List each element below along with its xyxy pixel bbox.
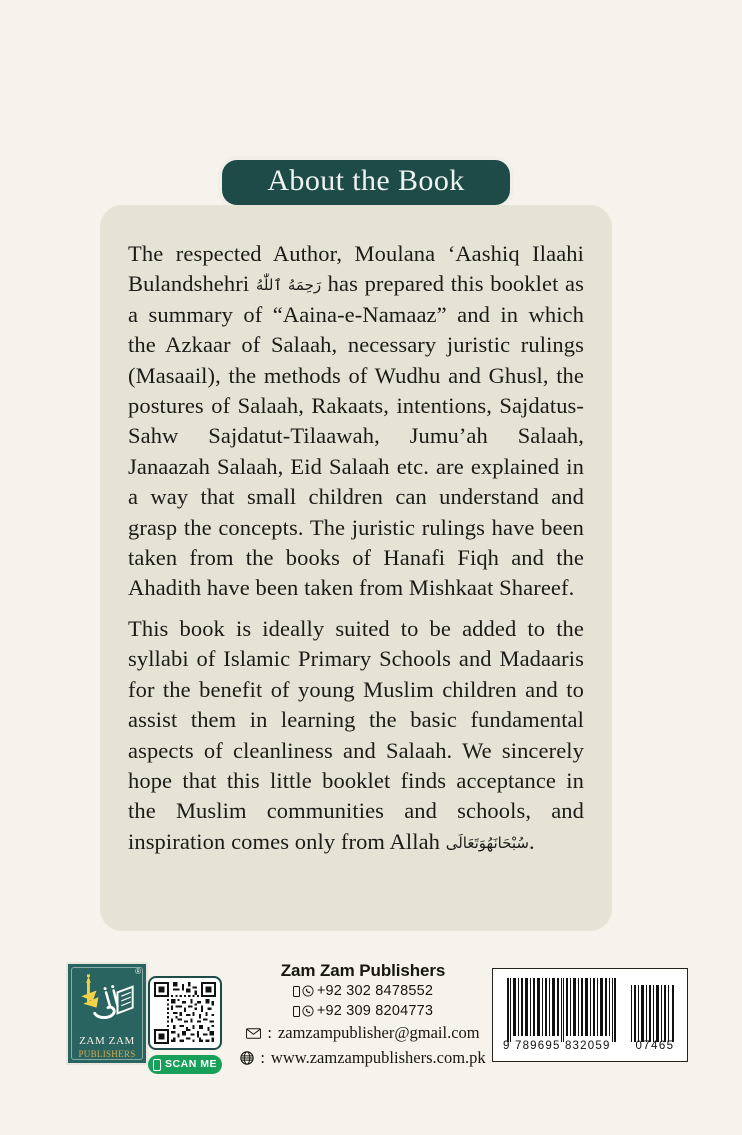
about-paragraph-2 [128,614,584,857]
isbn-barcode [492,968,688,1062]
mobile-phone-icon [153,1059,161,1071]
barcode-digits-addon: 07465 [635,1040,675,1052]
publisher-website[interactable]: www.zamzampublishers.com.pk [270,1048,486,1067]
publisher-name: Zam Zam Publishers [280,961,446,980]
honorific-rahimahullah: رَحِمَهُ ٱللّٰهُ [255,276,322,295]
email-icon [246,1028,261,1039]
publisher-phone-row-2 [232,1001,494,1021]
paragraph-2-segment-1: This book is ideally suited to be added to the syllabi of Islamic Primary Schools and Madaaris for the benefit of young Muslim children and to assist them in learning the basic fundamental aspects of cleanliness and Salaah. We sincerely hope that this little booklet finds acceptance in the Muslim communities and schools, and inspiration comes only from Allah [128,615,584,854]
globe-icon [240,1051,254,1065]
publisher-email[interactable]: zamzampublisher@gmail.com [277,1023,480,1043]
barcode-main-bars [507,978,619,1042]
publisher-contact-block [232,960,494,1071]
whatsapp-icon [302,1005,314,1017]
zam-zam-publishers-logo [66,962,148,1065]
scan-me-label: SCAN ME [165,1058,217,1071]
barcode-digits-main: 9 789695 832059 [503,1040,611,1052]
email-separator: : [267,1023,272,1043]
qr-code[interactable] [148,976,222,1050]
website-separator: : [260,1048,265,1067]
about-paragraph-1 [128,239,584,604]
logo-subtitle-text: PUBLISHERS [78,1049,136,1059]
paragraph-1-segment-1: The respected Author, Moulana ‘Aashiq Ilaahi Bulandshehri [128,241,584,297]
paragraph-2-segment-2: . [528,828,535,854]
about-the-book-panel [100,205,612,931]
scan-me-badge[interactable] [148,1055,222,1074]
publisher-phone-1: +92 302 8478552 [316,983,434,1000]
phone-icon [293,1006,300,1017]
publisher-phone-2: +92 309 8204773 [316,1003,434,1020]
phone-icon [293,986,300,997]
qr-code-block[interactable] [148,976,222,1074]
publisher-email-row [232,1021,494,1046]
registered-trademark-icon: ® [135,967,141,976]
footer [0,955,742,1095]
publisher-phone-row-1 [232,981,494,1001]
about-the-book-banner [218,156,514,209]
logo-name-text: ZAM ZAM [79,1035,135,1047]
logo-artwork-icon [68,970,146,1030]
qr-code-image [154,982,216,1044]
paragraph-1-segment-2: has prepared this booklet as a summary of “Aaina-e-Namaaz” and in which the Azkaar of Salaah, necessary juristic rulings (Masaail), the methods of Wudhu and Ghusl, the postures of Salaah, Rakaats, intentions, Sajdatus-Sahw Sajdatut-Tilaawah, Jumu’ah Salaah, Janaazah Salaah, Eid Salaah etc. are explained in a way that small children can understand and grasp the concepts. The juristic rulings have been taken from the books of Hanafi Fiqh and the Ahadith have been taken from Mishkaat Shareef. [128,271,584,601]
page-title: About the Book [267,164,465,197]
about-text-body [128,239,584,857]
honorific-subhanahu-wa-taala: سُبْحَانَهُوَتَعَالَى [445,833,529,852]
banner-fill [222,160,510,205]
barcode-addon-bars [631,985,677,1042]
publisher-website-row [232,1046,494,1071]
whatsapp-icon [302,985,314,997]
